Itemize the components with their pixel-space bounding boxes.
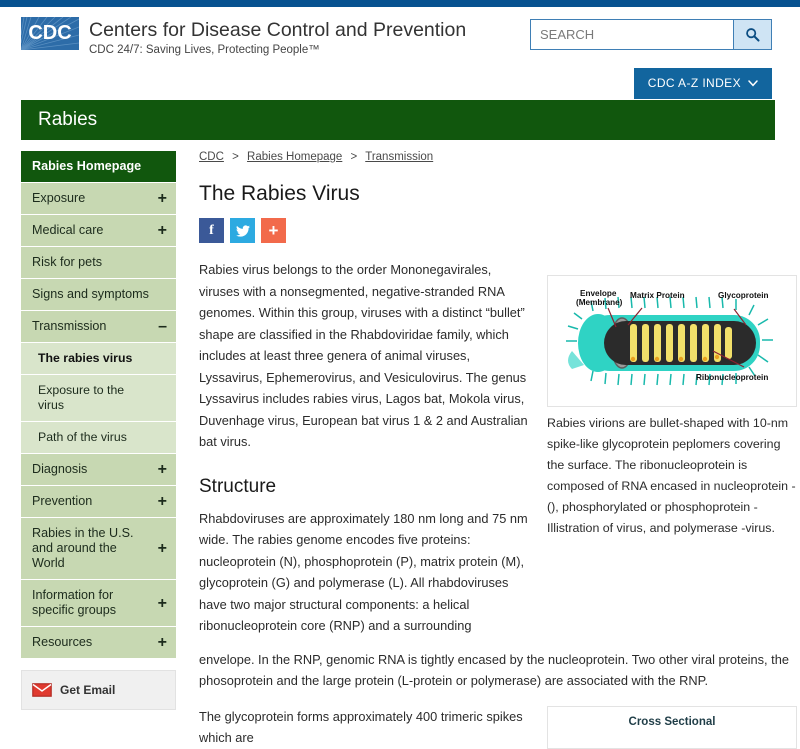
rabies-virion-diagram-icon xyxy=(558,285,788,395)
structure-paragraph-continued: envelope. In the RNP, genomic RNA is tightly encased by the nucleoprotein. Two other viral proteins, the phosoprotein and the large protein (L-protein or polymerase) are associated with the RNP. xyxy=(199,651,789,688)
cdc-logo-text: CDC xyxy=(28,22,72,44)
sidebar-item-the-rabies-virus[interactable] xyxy=(21,343,176,375)
expand-plus-icon: + xyxy=(157,594,167,612)
plus-icon: + xyxy=(268,221,279,240)
sidebar-link-exposure[interactable]: Exposure xyxy=(21,183,176,215)
sidebar-item-risk-for-pets[interactable] xyxy=(21,247,176,279)
content-text-column xyxy=(199,243,529,651)
sidebar-item-diagnosis[interactable] xyxy=(21,454,176,486)
sidebar-item-signs-and-symptoms[interactable] xyxy=(21,279,176,311)
breadcrumb-separator: > xyxy=(350,151,358,163)
sidebar-link-path-of-the-virus[interactable]: Path of the virus xyxy=(21,422,176,454)
label-envelope: Envelope xyxy=(580,289,617,298)
page-layout xyxy=(0,140,800,749)
sidebar-link-the-rabies-virus[interactable]: The rabies virus xyxy=(21,343,176,375)
sidebar-link-rabies-in-the-us-and-around-the-world[interactable]: Rabies in the U.S. and around the World xyxy=(21,518,176,580)
expand-plus-icon: + xyxy=(157,493,167,510)
sidebar-subnav-transmission xyxy=(21,343,176,454)
intro-paragraph: Rabies virus belongs to the order Mononegavirales, viruses with a nonsegmented, negative-stranded RNA genomes. Within this group, viruses with a distinct “bullet” shape are classified in the Rhabdoviridae family, which includes at least three genera of animal viruses, Lyssavirus, Ephemerovirus, and Vesiculovirus. The genus Lyssavirus includes rabies virus, Lagos bat, Mokola virus, Duvenhage virus, European bat virus 1 & 2 and Australian bat virus. xyxy=(199,262,528,449)
share-more-button[interactable] xyxy=(261,218,286,243)
sidebar-link-signs-and-symptoms[interactable]: Signs and symptoms xyxy=(21,279,176,311)
virus-figure xyxy=(547,275,797,407)
site-title-banner xyxy=(21,100,775,140)
masthead xyxy=(0,7,800,68)
glycoprotein-paragraph: The glycoprotein forms approximately 400 trimeric spikes which are xyxy=(199,708,523,745)
cross-sectional-title: Cross Sectional xyxy=(628,715,716,728)
sidebar-nav xyxy=(21,151,176,659)
get-email-updates-widget[interactable] xyxy=(21,670,176,710)
share-facebook-button[interactable] xyxy=(199,218,224,243)
az-index-label: CDC A-Z INDEX xyxy=(647,76,741,90)
site-title: Rabies xyxy=(38,109,98,130)
sidebar-item-exposure[interactable] xyxy=(21,183,176,215)
sidebar-item-rabies-in-the-us-and-around-the-world[interactable] xyxy=(21,518,176,580)
sidebar-item-medical-care[interactable] xyxy=(21,215,176,247)
expand-plus-icon: + xyxy=(157,461,167,478)
sidebar-link-risk-for-pets[interactable]: Risk for pets xyxy=(21,247,176,279)
sidebar-link-transmission[interactable]: Transmission xyxy=(21,311,176,343)
lower-content-row xyxy=(199,706,797,749)
share-twitter-button[interactable] xyxy=(230,218,255,243)
label-ribonucleoprotein: Ribonucleoprotein xyxy=(696,373,769,382)
expand-plus-icon: + xyxy=(157,540,167,557)
sidebar-link-diagnosis[interactable]: Diagnosis xyxy=(21,454,176,486)
search-icon xyxy=(745,27,760,42)
cdc-az-index-button[interactable] xyxy=(634,68,772,99)
sidebar-item-information-for-specific-groups[interactable] xyxy=(21,580,176,627)
sidebar-item-path-of-the-virus[interactable] xyxy=(21,422,176,454)
breadcrumb-item-rabies-homepage[interactable]: Rabies Homepage xyxy=(247,151,343,163)
get-email-label: Get Email xyxy=(60,683,116,697)
structure-heading: Structure xyxy=(199,475,277,497)
cdc-logo[interactable] xyxy=(21,17,466,58)
label-matrix-protein: Matrix Protein xyxy=(630,291,685,300)
sidebar-item-resources[interactable] xyxy=(21,627,176,659)
expand-plus-icon: + xyxy=(157,190,167,207)
sidebar xyxy=(21,140,176,749)
label-membrane: (Membrane) xyxy=(576,298,623,307)
social-share-buttons xyxy=(199,218,797,243)
sidebar-link-exposure-to-the-virus[interactable]: Exposure to the virus xyxy=(21,375,176,422)
breadcrumb xyxy=(199,149,797,163)
breadcrumb-item-cdc[interactable]: CDC xyxy=(199,151,224,163)
twitter-bird-icon xyxy=(236,225,250,237)
sidebar-link-medical-care[interactable]: Medical care xyxy=(21,215,176,247)
sidebar-link-rabies-homepage[interactable]: Rabies Homepage xyxy=(21,151,176,183)
search-bar xyxy=(530,19,772,50)
sidebar-item-transmission[interactable] xyxy=(21,311,176,343)
sidebar-link-resources[interactable]: Resources xyxy=(21,627,176,659)
agency-name: Centers for Disease Control and Prevention xyxy=(89,19,467,41)
sidebar-item-rabies-homepage[interactable] xyxy=(21,151,176,183)
top-accent-bar xyxy=(0,0,800,7)
figure-caption: Rabies virions are bullet-shaped with 10-nm spike-like glycoprotein peplomers covering the surface. The ribonucleoprotein is composed of RNA encased in nucleoprotein - (), phosphorylated or phosphoprotein - Illistration of virus, and polymerase -virus. xyxy=(547,416,796,535)
expand-plus-icon: + xyxy=(157,222,167,239)
main-content xyxy=(176,140,797,749)
agency-tagline: CDC 24/7: Saving Lives, Protecting People™ xyxy=(89,44,320,56)
az-index-bar xyxy=(0,68,800,100)
structure-paragraph: Rhabdoviruses are approximately 180 nm long and 75 nm wide. The rabies genome encodes five proteins: nucleoprotein (N), phosphoprotein (P), matrix protein (M), glycoprotein (G) and polymerase (L). All rhabdoviruses have two major structural components: a helical ribonucleoprotein core (RNP) and a surrounding xyxy=(199,510,528,633)
label-glycoprotein: Glycoprotein xyxy=(718,291,769,300)
sidebar-item-exposure-to-the-virus[interactable] xyxy=(21,375,176,422)
cross-sectional-figure xyxy=(547,706,797,749)
facebook-icon: f xyxy=(209,222,214,238)
page-title: The Rabies Virus xyxy=(199,182,360,205)
collapse-minus-icon: – xyxy=(158,318,167,335)
expand-plus-icon: + xyxy=(157,634,167,651)
chevron-down-icon xyxy=(748,80,758,87)
content-columns xyxy=(199,243,797,651)
sidebar-link-information-for-specific-groups[interactable]: Information for specific groups xyxy=(21,580,176,627)
breadcrumb-separator: > xyxy=(232,151,239,163)
search-button[interactable] xyxy=(733,20,771,49)
envelope-icon xyxy=(32,683,52,697)
figure-column xyxy=(529,243,797,651)
search-input[interactable] xyxy=(531,20,733,49)
breadcrumb-item-transmission[interactable]: Transmission xyxy=(365,151,434,163)
sidebar-item-prevention[interactable] xyxy=(21,486,176,518)
sidebar-link-prevention[interactable]: Prevention xyxy=(21,486,176,518)
cdc-logo-mark xyxy=(21,17,79,50)
